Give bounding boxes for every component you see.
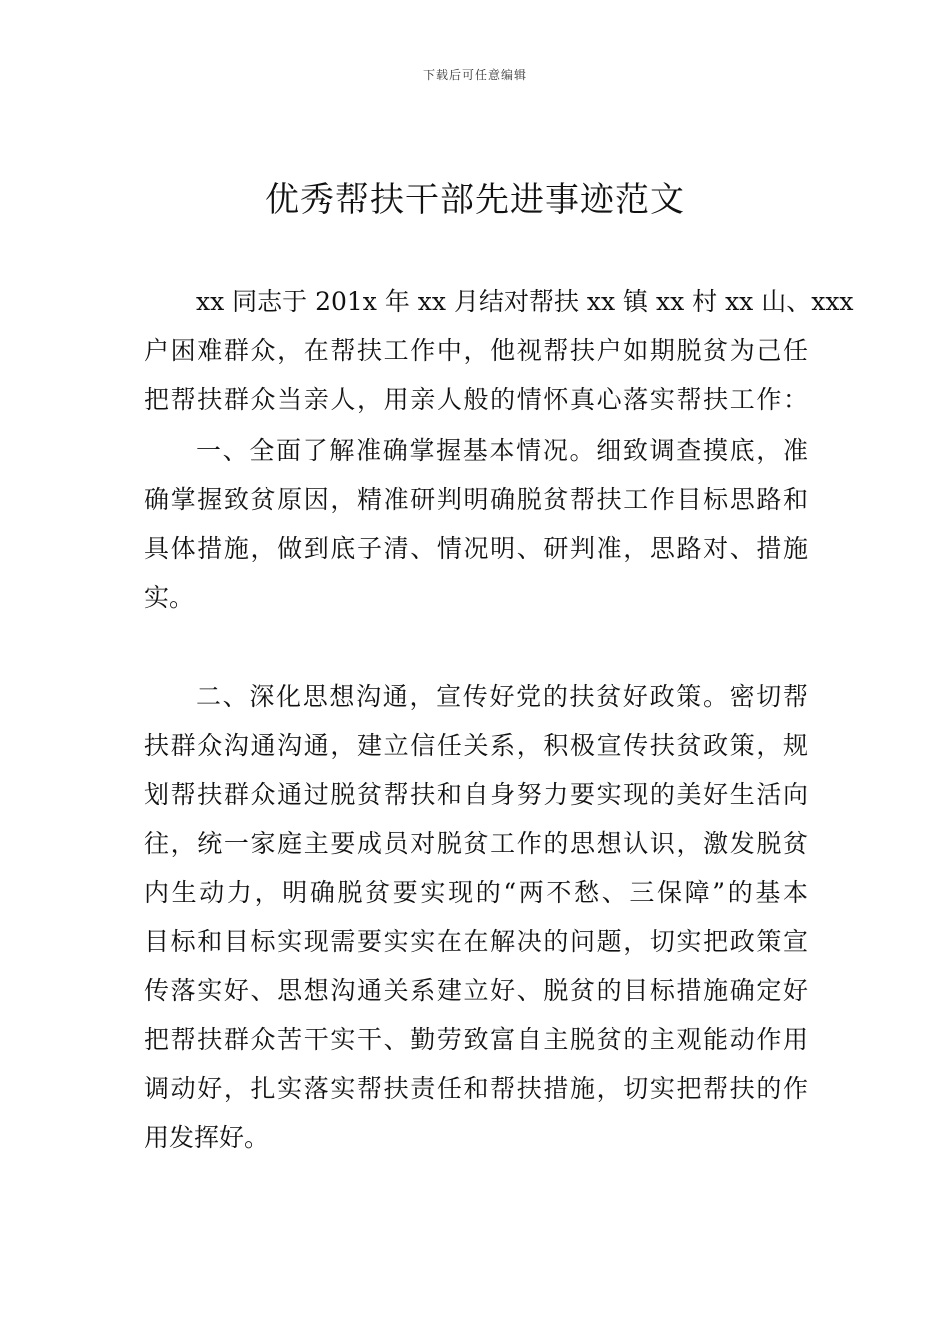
paragraph-line: 二、深化思想沟通，宣传好党的扶贫好政策。密切帮 xyxy=(196,682,808,711)
paragraph-line: 一、全面了解准确掌握基本情况。细致调查摸底，准 xyxy=(196,436,808,465)
paragraph-intro xyxy=(144,277,854,424)
paragraph-line: 目标和目标实现需要实实在在解决的问题，切实把政策宣 xyxy=(144,927,808,956)
paragraph-line: 户困难群众，在帮扶工作中，他视帮扶户如期脱贫为己任 xyxy=(144,336,808,365)
paragraph-line: xx 同志于 201x 年 xx 月结对帮扶 xx 镇 xx 村 xx 山、xxx xyxy=(196,287,854,316)
paragraph-section-1 xyxy=(144,426,808,622)
paragraph-line: 内生动力，明确脱贫要实现的“两不愁、三保障”的基本 xyxy=(144,878,808,907)
paragraph-line: 把帮扶群众苦干实干、勤劳致富自主脱贫的主观能动作用 xyxy=(144,1025,808,1054)
paragraph-line: 调动好，扎实落实帮扶责任和帮扶措施，切实把帮扶的作 xyxy=(144,1074,808,1103)
paragraph-line: 用发挥好。 xyxy=(144,1123,270,1152)
header-note: 下载后可任意编辑 xyxy=(422,68,527,82)
paragraph-line: 实。 xyxy=(144,583,195,612)
paragraph-line: 传落实好、思想沟通关系建立好、脱贫的目标措施确定好 xyxy=(144,976,808,1005)
paragraph-line: 划帮扶群众通过脱贫帮扶和自身努力要实现的美好生活向 xyxy=(144,780,808,809)
paragraph-line: 确掌握致贫原因，精准研判明确脱贫帮扶工作目标思路和 xyxy=(144,485,808,514)
paragraph-section-2 xyxy=(144,672,808,1162)
paragraph-line: 扶群众沟通沟通，建立信任关系，积极宣传扶贫政策，规 xyxy=(144,731,808,760)
paragraph-line: 把帮扶群众当亲人，用亲人般的情怀真心落实帮扶工作： xyxy=(144,385,808,414)
document-title: 优秀帮扶干部先进事迹范文 xyxy=(265,180,685,220)
paragraph-line: 往，统一家庭主要成员对脱贫工作的思想认识，激发脱贫 xyxy=(144,829,808,858)
paragraph-line: 具体措施，做到底子清、情况明、研判准，思路对、措施 xyxy=(144,534,808,563)
